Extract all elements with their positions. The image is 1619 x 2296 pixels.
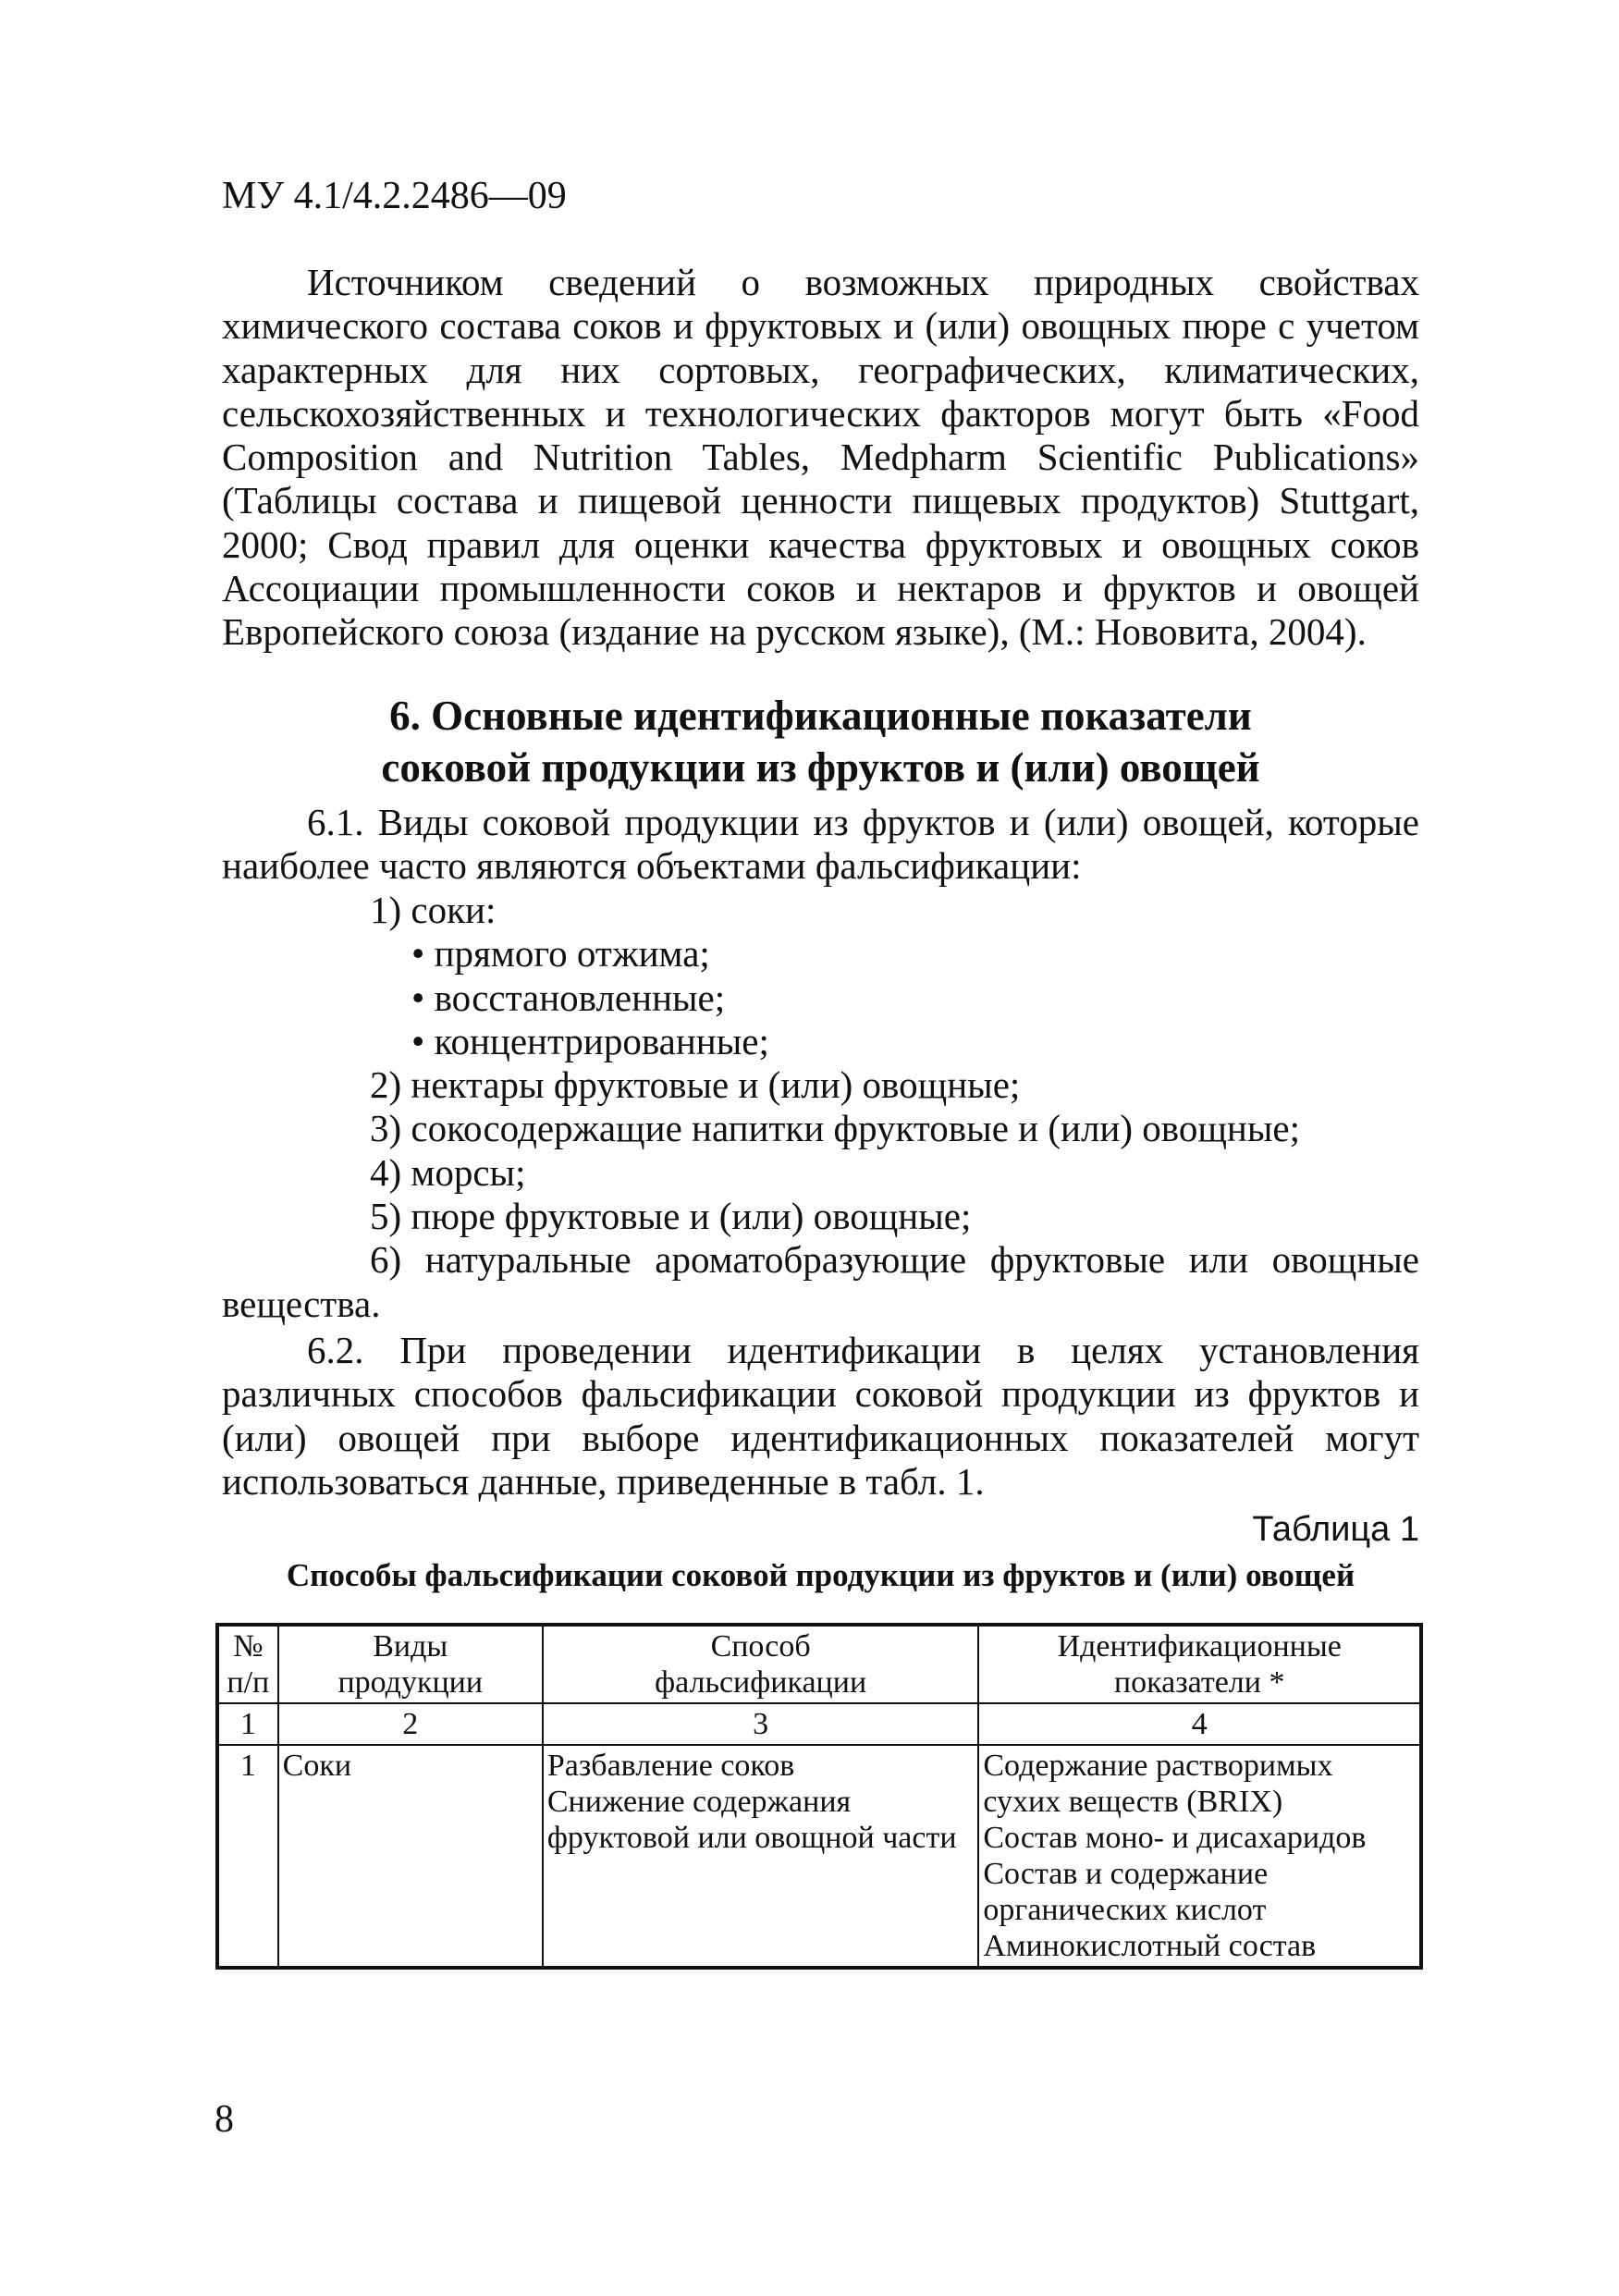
section-title-line-1: 6. Основные идентификационные показатели — [389, 693, 1252, 739]
row-kind: Соки — [278, 1745, 543, 1968]
list-item: 2) нектары фруктовые и (или) овощные; — [370, 1063, 1021, 1107]
header-cell-kind — [278, 1625, 543, 1703]
method-line: Снижение содержания фруктовой или овощной части — [546, 1785, 957, 1855]
indicator-line: Содержание растворимых сухих веществ (BRIX) — [983, 1749, 1333, 1819]
list-bullet: • концентрированные; — [411, 1019, 769, 1062]
column-number: 4 — [978, 1703, 1421, 1745]
falsification-table — [215, 1623, 1423, 1970]
header-text: Виды — [373, 1629, 448, 1664]
intro-paragraph: Источником сведений о возможных природных свойствах химического состава соков и фруктовых и (или) овощных пюре с учетом характерных для них сортовых, географических, климатических, сельскохозяйственных и технологических факторов могут быть «Food Composition and Nutrition Tables, Medpharm Scientific Publications» (Таблицы состава и пищевой ценности пищевых продуктов) Stuttgart, 2000; Свод правил для оценки качества фруктовых и овощных соков Ассоциации промышленности соков и нектаров и фруктов и овощей Европейского союза (издание на русском языке), (М.: Нововита, 2004). — [222, 261, 1419, 654]
document-code-header: МУ 4.1/4.2.2486—09 — [222, 175, 567, 217]
header-cell-indicators — [978, 1625, 1421, 1703]
indicator-line: Состав моно- и дисахаридов — [983, 1821, 1367, 1855]
method-line: Разбавление соков — [546, 1749, 795, 1783]
table-header-row — [217, 1625, 1421, 1703]
indicator-line: Состав и содержание органических кислот — [983, 1857, 1269, 1927]
header-text: фальсификации — [655, 1665, 867, 1700]
column-number: 1 — [217, 1703, 278, 1745]
list-item: 4) морсы; — [370, 1150, 526, 1194]
list-item: 3) сокосодержащие напитки фруктовые и (или) овощные; — [370, 1107, 1300, 1150]
table-caption: Таблица 1 — [1252, 1510, 1419, 1549]
section-title-line-2: соковой продукции из фруктов и (или) овощей — [381, 744, 1260, 791]
row-indicators — [978, 1745, 1421, 1968]
column-number: 3 — [543, 1703, 979, 1745]
paragraph-6-1-block — [222, 801, 1419, 889]
list-bullet: • восстановленные; — [411, 976, 726, 1019]
list-bullet: • прямого отжима; — [411, 932, 710, 976]
paragraph-6-2: 6.2. При проведении идентификации в целях установления различных способов фальсификации соковой продукции из фруктов и (или) овощей при выборе идентификационных показателей могут использоваться данные, приведенные в табл. 1. — [222, 1329, 1419, 1503]
column-number: 2 — [278, 1703, 543, 1745]
list-item: 6) натуральные ароматобразующие фруктовые или овощные вещества. — [222, 1238, 1419, 1325]
section-title — [222, 690, 1419, 793]
paragraph-6-2-block — [222, 1329, 1419, 1504]
table-title: Способы фальсификации соковой продукции из фруктов и (или) овощей — [286, 1557, 1355, 1593]
page-number: 8 — [215, 2098, 234, 2141]
table-row — [217, 1745, 1421, 1968]
header-text: Идентификационные — [1057, 1629, 1342, 1664]
intro-block — [222, 261, 1419, 655]
header-cell-method — [543, 1625, 979, 1703]
paragraph-6-1: 6.1. Виды соковой продукции из фруктов и (или) овощей, которые наиболее часто являются объектами фальсификации: — [222, 801, 1419, 888]
table-column-number-row — [217, 1703, 1421, 1745]
row-method — [543, 1745, 979, 1968]
list-item: 5) пюре фруктовые и (или) овощные; — [370, 1195, 972, 1238]
header-text: п/п — [227, 1665, 270, 1700]
header-text: № — [233, 1629, 264, 1664]
indicator-line: Аминокислотный состав — [983, 1929, 1317, 1963]
header-text: показатели * — [1113, 1665, 1285, 1700]
header-cell-number — [217, 1625, 278, 1703]
header-text: Способ — [710, 1629, 811, 1664]
product-types-list — [222, 889, 1419, 1326]
list-item: 1) соки: — [370, 889, 497, 931]
header-text: продукции — [337, 1665, 484, 1700]
row-number: 1 — [217, 1745, 278, 1968]
